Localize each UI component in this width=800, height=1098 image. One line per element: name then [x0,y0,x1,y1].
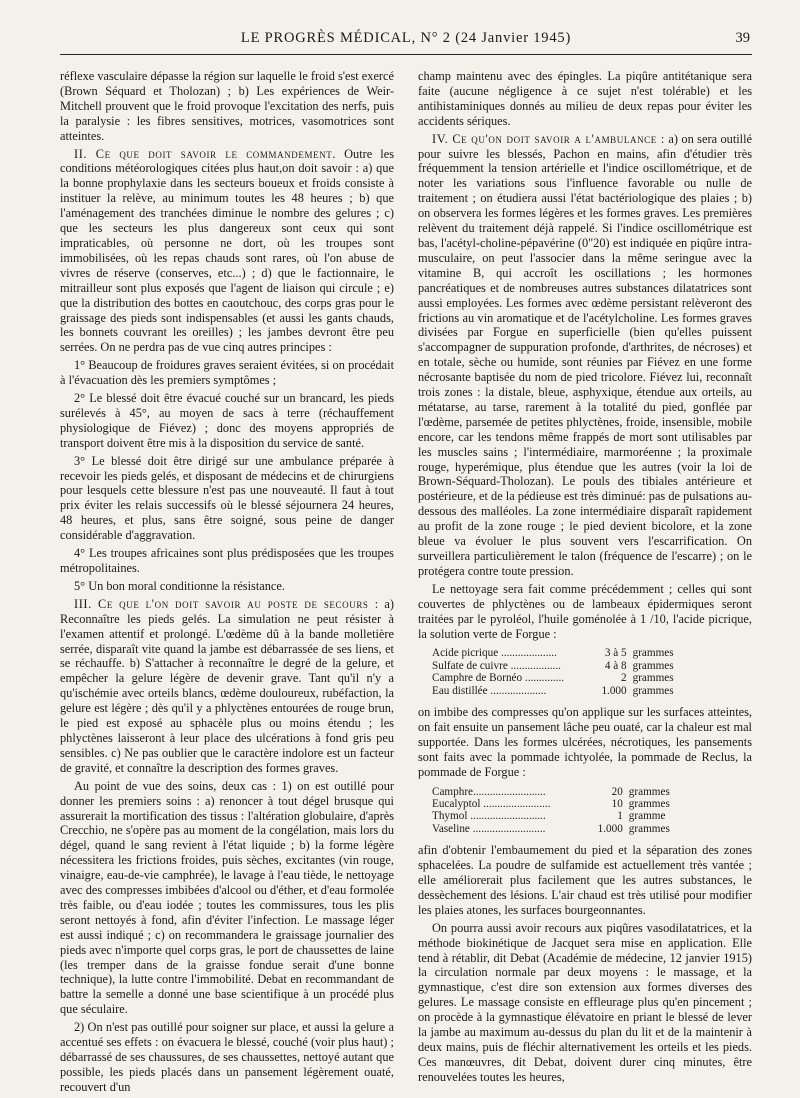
paragraph-soins: Au point de vue des soins, deux cas : 1) on est outillé pour donner les premiers soins : a) renoncer à tout dégel brusque qui assurerait la mortification des tissus : l'altération globulaire, d'après Crecchio, ne s'opère pas au moment de la congélation, mais lors du dégel, quand le sang revient à l'état liquide ; b) la forme légère nécessitera les frictions froides, puis sèches, excitantes (vin rouge, vinaigre, eau-de-vie camphrée), le lavage à l'eau tiède, le nettoyage avec des compresses imbibées d'alcool ou d'éther, et d'eau formolée très faible, ou d'eau iodée ; toutes les commissures, tous les plis seront nettoyés à fond, afin d'éviter l'infection. Le massage léger est aussi indiqué ; c) on recommandera le graissage journalier des pieds avec n'importe quel corps gras, le port de chaussettes de laine (les tremper dans de la graisse fondue serait d'une bonne technique), la lutte contre l'immobilité. Debat en recommandant de battre la semelle a donné une base scientifique à un procédé plus que séculaire. [60,778,394,1017]
paragraph-continued-right: champ maintenu avec des épingles. La piqûre antitétanique sera faite (aucune négligence à ce sujet n'est tolérable) et les antihistaminiques donnés au milieu de deux repas pour éviter les accidents sériques. [418,69,752,128]
section-3-heading: III. Ce que l'on doit savoir au poste de secours : [74,596,379,611]
text-columns [60,69,752,1098]
section-2 [60,147,394,356]
table-row: Vaseline .......................... 1.000 grammes [432,822,670,835]
section-3 [60,597,394,776]
paragraph-nettoyage: Le nettoyage sera fait comme précédemment ; celles qui sont couvertes de phlyctènes ou de lambeaux épidermiques seront traitées par le pyroléol, l'huile goménolée à 1 /10, l'acide picrique, la solution verte de Forgue : [418,581,752,641]
table-row: Thymol ........................... 1 gramme [432,810,666,823]
page-number: 39 [735,30,750,46]
running-header [60,24,752,55]
section-4-body: a) on sera outillé pour suivre les blessés, Pachon en mains, afin d'étudier très fréquemment la tension artérielle et l'indice oscillométrique, et de noter les variations sous l'influence favorable ou nulle de traitement ; on étudiera aussi l'état bactériologique des plaies ; b) on observera les formes légères et les formes graves. Les premières relèvent du traitement déjà rappelé. Si l'indice oscillométrique est bas, l'acétyl-choline-pépavérine (0"20) est indiquée en piqûre intra-musculaire, on peut l'associer dans la même seringue avec la vitamine B, qui accroît les oscillations ; les hormones pancréatiques et de nombreuses autres substances dilatatrices sont aussi employées. Les formes avec œdème persistant relèveront des frictions au vin aromatique et de l'acétylcholine. Les formes graves divisées par Forgue en superficielle (bien qu'elles puissent s'accompagner de suppuration profonde, d'arthrites, de nécroses) et en totale, sèche ou humide, sont réunies par Fiévez en une forme nécrosante baptisée du nom de pied tricolore. Fiévez lui, reconnaît trois zones : la distale, bleue, asphyxique, étendue aux orteils, au métatarse, au tarse, rarement à la totalité du pied, gonflée par l'œdème, parsemée de petites phlyctènes, froide, insensible, mobile encore, car les tendons même frappés de mort sont utilisables par les muscles sains ; l'intermédiaire, marmoréenne ; la proximale rouge, hyperémique, plus étendue que les autres (voir la loi de Brown-Séquard-Tholozan). Le pouls des tibiales antérieure et postérieure, et de la pédieuse est très diminué: pas de pulsations au-dessous des malléoles. La zone intermédiaire disparaît rapidement au profit de la zone rouge ; le pied devient bicolore, et la zone bleue va évoluer le plus souvent vers l'escarrification. On surveillera particulièrement le talon (fréquence de l'escarre) ; on le protégera contre toute pression. [418,131,753,578]
paragraph-non-outille: 2) On n'est pas outillé pour soigner sur place, et aussi la gelure a accentué ses effets : on évacuera le blessé, couché (voir plus haut) ; débarrassé de ses chaussures, de ses chaussettes, nettoyé autant que possible, les pieds placés dans un pansement légèrement ouaté, recouvert d'un [60,1020,394,1094]
table-row: Camphre de Bornéo .............. 2 grammes [432,672,674,685]
right-column [418,69,752,1098]
formula-table-forgue-solution [432,647,682,697]
formula-table-forgue-pommade [432,786,682,836]
section-3-body: a) Reconnaître les pieds gelés. La simulation ne peut résister à l'examen attentif et prolongé. L'œdème dû à la bande molletière serrée, disparaît vite quand la jambe est débarrassée de ses liens, et se réchauffe. b) S'attacher à reconnaître le degré de la gelure, et empêcher la gelure légère de devenir grave. Tant qu'il n'y a qu'ischémie avec orteils blancs, œdème douloureux, rubéfaction, la gelure est légère ; dès qu'il y a phlyctènes entourées de rouge brun, le pied est exposé au sphacèle plus ou moins étendu ; les phlyctènes laisseront à leur place des ulcérations à fond gris peu sensibles. c) Ne pas oublier que le caractère indolore est un facteur de gravité, et connaître la description des formes graves. [60,596,394,775]
principle-1: 1° Beaucoup de froidures graves seraient évitées, si on procédait à l'évacuation dès les premiers symptômes ; [60,358,394,388]
left-column [60,69,394,1098]
paragraph-continued: réflexe vasculaire dépasse la région sur laquelle le froid s'est exercé (Brown Séquard et Tholozan) ; b) Les expériences de Weir-Mitchell prouvent que le froid provoque l'excitation des nerfs, puis la paralysie : les fibres sensitives, motrices, vasomotrices sont atteintes. [60,69,394,143]
paragraph-embaumement: afin d'obtenir l'embaumement du pied et la séparation des zones sphacelées. La poudre de sulfamide est actuellement très vantée ; elle améliorerait plus facilement que les autres substances, le dessèchement des lésions. L'air chaud est très utilisé pour modifier les plaies atones, les surfaces bourgeonnantes. [418,843,752,917]
principle-2: 2° Le blessé doit être évacué couché sur un brancard, les pieds surélevés à 45°, au moyen de sacs à terre (réchauffement physiologique de Fiévez) ; donc des moyens appropriés de transport doivent être mis à la disposition du service de santé. [60,391,394,450]
principle-4: 4° Les troupes africaines sont plus prédisposées que les troupes métropolitaines. [60,546,394,575]
paragraph-piqures: On pourra aussi avoir recours aux piqûres vasodilatatrices, et la méthode biokinétique de Jacquet sera mise en application. Elle tend à rétablir, dit Debat (Académie de médecine, 12 janvier 1915) la circulation normale par deux moyens : le massage, et la gymnastique, c'est dire son extension aux formes diverses des gelures. Le massage consiste en effleurage plus qu'en pincement ; on procède à la gymnastique élévatoire en priant le blessé de lever la jambe au maximum au-dessus du plan du lit et de la maintenir à deux mains, puis de fléchir alternativement les orteils et les pieds. Ces manœuvres, dit Debat, doivent durer cinq minutes, être renouvelées toutes les heures, [418,920,752,1084]
journal-title: LE PROGRÈS MÉDICAL, N° 2 (24 Janvier 1945) [240,30,572,46]
table-row: Eucalyptol ........................ 10 grammes [432,798,670,810]
paragraph-imbibe: on imbibe des compresses qu'on applique sur les surfaces atteintes, on fait ensuite un pansement lâche peu ouaté, car la chaleur est mal supportée. Dans les formes ulcérées, nécrotiques, les pansements sont faits avec la pommade ichtyolée, la pommade de Reclus, la pommade de Forgue : [418,705,752,779]
section-4-heading: IV. Ce qu'on doit savoir a l'ambulance : [432,131,665,146]
section-2-heading: II. Ce que doit savoir le commandement. [74,146,337,161]
table-row: Sulfate de cuivre .................. 4 à 8 grammes [432,659,674,672]
principle-5: 5° Un bon moral conditionne la résistance. [74,578,285,593]
section-4 [418,132,752,579]
table-row: Acide picrique .................... 3 à 5 grammes [432,647,674,660]
table-row: Camphre.......................... 20 grammes [432,785,670,798]
section-2-body: Outre les conditions météorologiques citées plus haut,on doit savoir : a) que la bonne prophylaxie dans les secteurs boueux et froids consiste à instituer la relève, au minimum toutes les 48 heures ; b) que l'aménagement des tranchées diminue le nombre des gelures ; c) que les secteurs les plus dangereux sont ceux qui sont impraticables, où personne ne dort, où les troupes sont immobilisées, où les repas chauds sont rares, où l'on abuse de vivres de réserve (conserves, etc...) ; d) que le factionnaire, le mitrailleur sont plus exposés que l'agent de liaison qui circule ; e) que la distribution des bottes en caoutchouc, des corps gras pour le graissage des pieds sont indispensables (et aussi les gants chauds, les bonnets couvrant les oreilles) ; les jambes devront être peu serrées. On ne perdra pas de vue cinq autres principes : [60,146,394,355]
table-row: Eau distillée .................... 1.000 grammes [432,684,674,697]
principle-3: 3° Le blessé doit être dirigé sur une ambulance préparée à recevoir les pieds gelés, et disposant de médecins et de chirurgiens pour lesquels cette blessure n'est pas une nouveauté. Il faut à tout prix éviter les relais successifs où le blessé séjournera 24 heures, 48 heures, et plus, sans être soigné, sous peine de danger considérable d'aggravation. [60,453,394,543]
